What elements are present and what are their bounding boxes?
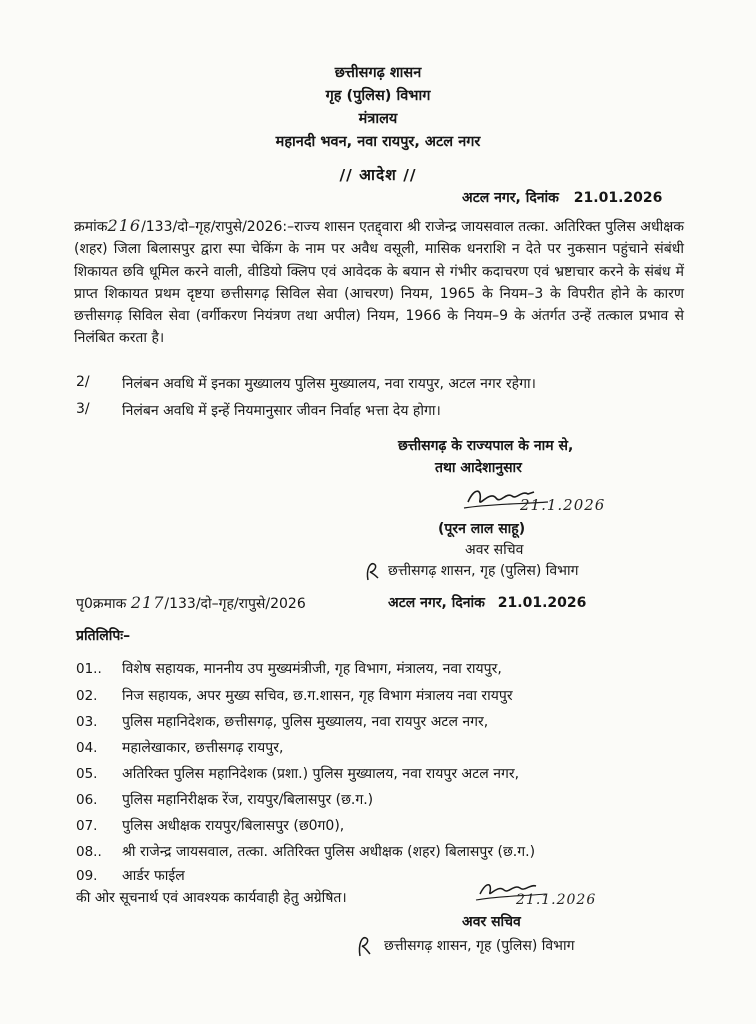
copy-item-number: 03. (76, 714, 98, 730)
copy-item-text: श्री राजेन्द्र जायसवाल, तत्का. अतिरिक्त पुलिस अधीक्षक (शहर) बिलासपुर (छ.ग.) (122, 844, 536, 860)
copy-item-number: 02. (76, 688, 98, 704)
copy-item-text: पुलिस महानिदेशक, छत्तीसगढ़, पुलिस मुख्यालय, नवा रायपुर अटल नगर, (122, 714, 489, 730)
initial-mark-icon (362, 558, 382, 584)
order-body-text: राज्य शासन एतद्द्वारा श्री राजेन्द्र जायसवाल तत्का. अतिरिक्त पुलिस अधीक्षक (शहर) जिला बिलासपुर द्वारा स्पा चेकिंग के नाम पर अवैध वसूली, मासिक धनराशि न देते पर नुकसान पहुंचाने संबंधी शिकायत छवि धूमिल करने वाली, वीडियो क्लिप एवं आवेदक के बयान से गंभीर कदाचरण एवं भ्रष्टाचार करने के संबंध में प्राप्त शिकायत प्रथम दृष्टया छत्तीसगढ़ सिविल सेवा (आचरण) नियम, 1965 के नियम–3 के विपरीत होने के कारण छत्तीसगढ़ सिविल सेवा (वर्गीकरण नियंत्रण तथा अपील) नियम, 1966 के नियम–9 के अंतर्गत उन्हें तत्काल प्रभाव से निलंबित करता है। (74, 219, 684, 347)
order-date (462, 188, 662, 207)
copy-item-text: अतिरिक्त पुलिस महानिदेशक (प्रशा.) पुलिस मुख्यालय, नवा रायपुर अटल नगर, (122, 766, 520, 782)
copy-item-number: 07. (76, 818, 98, 834)
closing-initial-mark-icon (354, 932, 374, 960)
order-title: // आदेश // (339, 166, 417, 184)
endorsement-handwritten: 217 (130, 593, 165, 612)
endorsement-date-value: 21.01.2026 (497, 595, 587, 611)
header-address: महानदी भवन, नवा रायपुर, अटल नगर (275, 134, 481, 150)
order-main-paragraph (74, 215, 684, 350)
signatory-designation: अवर सचिव (465, 542, 524, 558)
copy-item-text: महालेखाकार, छत्तीसगढ़ रायपुर, (122, 740, 284, 756)
copy-item-text: पुलिस अधीक्षक रायपुर/बिलासपुर (छ0ग0), (122, 818, 345, 834)
header-department: गृह (पुलिस) विभाग (325, 88, 431, 104)
copy-item-number: 09. (76, 868, 98, 884)
closing-line: की ओर सूचनार्थ एवं आवश्यक कार्यवाही हेतु अग्रेषित। (76, 890, 347, 906)
copy-item-number: 06. (76, 792, 98, 808)
signature-governor-line: छत्तीसगढ़ के राज्यपाल के नाम से, (398, 438, 574, 454)
order-number-prefix: क्रमांक (74, 219, 108, 235)
signature-handwritten-date: 21.1.2026 (520, 496, 606, 514)
signature-order-line: तथा आदेशानुसार (435, 460, 522, 476)
point-3-number: 3/ (76, 401, 90, 417)
order-number-suffix: /133/दो–गृह/रापुसे/2026:– (141, 219, 295, 235)
signatory-name: (पूरन लाल साहू) (438, 521, 526, 537)
copy-item-text: विशेष सहायक, माननीय उप मुख्यमंत्रीजी, गृह विभाग, मंत्रालय, नवा रायपुर, (122, 661, 502, 677)
order-date-value: 21.01.2026 (573, 190, 663, 206)
copy-item-number: 05. (76, 766, 98, 782)
endorsement-number (76, 593, 306, 613)
copy-item-number: 01.. (76, 661, 102, 677)
point-2-text: निलंबन अवधि में इनका मुख्यालय पुलिस मुख्यालय, नवा रायपुर, अटल नगर रहेगा। (122, 376, 536, 392)
copy-item-text: पुलिस महानिरीक्षक रेंज, रायपुर/बिलासपुर (छ.ग.) (122, 792, 374, 808)
copy-item-number: 08.. (76, 844, 102, 860)
endorsement-date-label: अटल नगर, दिनांक (388, 595, 485, 611)
copy-item-text: आर्डर फाईल (122, 868, 185, 884)
closing-handwritten-date: 21.1.2026 (516, 892, 597, 908)
closing-designation: अवर सचिव (462, 914, 521, 930)
copy-item-text: निज सहायक, अपर मुख्य सचिव, छ.ग.शासन, गृह विभाग मंत्रालय नवा रायपुर (122, 688, 513, 704)
point-3-text: निलंबन अवधि में इन्हें नियमानुसार जीवन निर्वाह भत्ता देय होगा। (122, 403, 441, 419)
endorsement-prefix: पृ0क्रमाक (76, 596, 127, 612)
header-government: छत्तीसगढ़ शासन (334, 65, 422, 81)
order-date-label: अटल नगर, दिनांक (462, 190, 559, 206)
copy-item-number: 04. (76, 740, 98, 756)
closing-department: छत्तीसगढ़ शासन, गृह (पुलिस) विभाग (384, 938, 575, 954)
copy-label: प्रतिलिपिः– (76, 628, 131, 644)
header-ministry: मंत्रालय (358, 111, 398, 127)
signatory-department: छत्तीसगढ़ शासन, गृह (पुलिस) विभाग (388, 563, 579, 579)
endorsement-suffix: /133/दो–गृह/रापुसे/2026 (164, 596, 306, 612)
order-number-handwritten: 216 (107, 216, 142, 235)
point-2-number: 2/ (76, 374, 90, 390)
endorsement-date (388, 593, 586, 612)
